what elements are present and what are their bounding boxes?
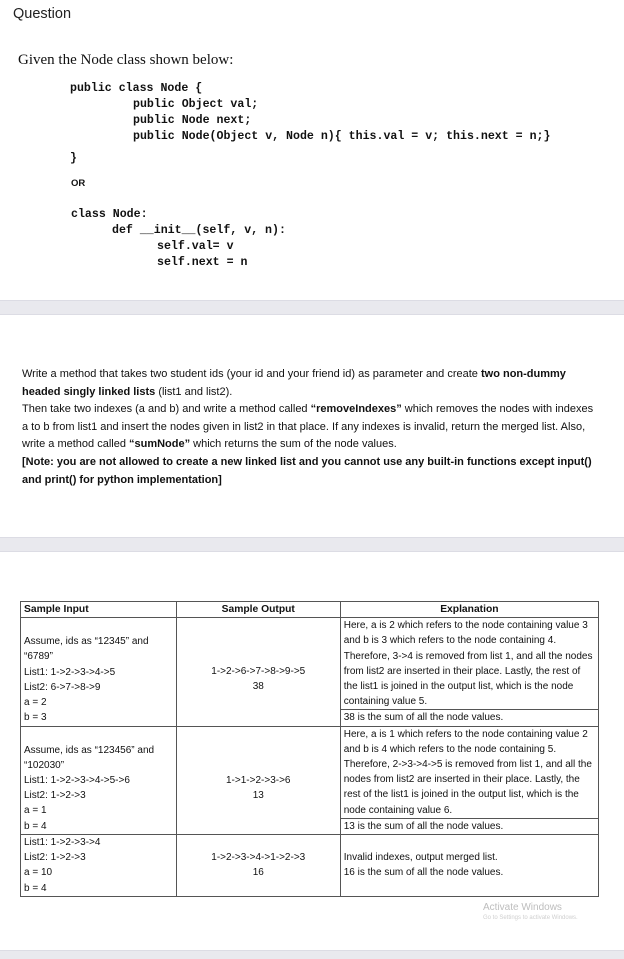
question-title: Question [13, 6, 72, 22]
python-code-line-2: def __init__(self, v, n): [112, 224, 286, 237]
explanation-text: Here, a is 1 which refers to the node containing value 2 and b is 4 which refers to the node containing 5. Therefore, 2->3->4->5 is removed from list 1, and all the nodes from list2 are inserted in their place. Lastly, the rest of the list1 is joined in the output list, which is the node containing value 6. [343, 728, 592, 816]
input-cell [21, 618, 177, 726]
input-line: List2: 6->7->8->9 [24, 681, 101, 693]
input-line: List1: 1->2->3->4 [24, 837, 101, 849]
output-line: 16 [252, 867, 264, 879]
section-separator [0, 537, 624, 552]
task-text: which returns the sum of the node values. [190, 438, 397, 451]
explanation-sum: 16 is the sum of all the node values. [343, 867, 504, 879]
input-cell [21, 835, 177, 897]
task-note [22, 454, 596, 489]
task-paragraph-1 [22, 366, 596, 401]
input-line: List1: 1->2->3->4->5 [24, 666, 116, 678]
sample-table [20, 601, 599, 897]
input-line: List1: 1->2->3->4->5->6 [24, 775, 130, 787]
explanation-sum: 13 is the sum of all the node values. [341, 818, 598, 834]
explanation-text: Here, a is 2 which refers to the node containing value 3 and b is 3 which refers to the node containing 4. Therefore, 3->4 is removed from list 1, and all the nodes from list2 are inserted in their place. Lastly, the rest of the list1 is joined in the output list, which is the node containing value 5. [343, 620, 593, 708]
explanation-text: Invalid indexes, output merged list. [343, 852, 498, 864]
input-line: b = 4 [24, 820, 47, 832]
task-text: (list1 and list2). [155, 385, 233, 398]
output-line: 1->1->2->3->6 [226, 774, 291, 786]
input-line: b = 3 [24, 712, 47, 724]
input-line: b = 4 [24, 882, 47, 894]
output-cell [176, 618, 340, 726]
table-header-row [21, 602, 599, 618]
java-code-line-3: public Node next; [133, 114, 252, 127]
output-cell [176, 726, 340, 834]
header-sample-output: Sample Output [176, 602, 340, 618]
question-header [0, 0, 624, 30]
python-code-line-1: class Node: [71, 208, 148, 221]
activate-windows-watermark: Activate Windows [483, 902, 562, 913]
task-bold-text: “sumNode” [129, 438, 191, 451]
explanation-cell [340, 835, 598, 897]
java-code-line-2: public Object val; [133, 98, 259, 111]
task-bold-text: two non-dummy headed singly linked lists [22, 368, 566, 398]
task-bold-text: “removeIndexes” [310, 403, 402, 416]
input-line: Assume, ids as “12345” and “6789” [24, 636, 149, 663]
task-text: Write a method that takes two student ids (your id and your friend id) as parameter and create [22, 368, 481, 380]
explanation-cell [340, 726, 598, 834]
input-cell [21, 726, 177, 834]
section-separator [0, 300, 624, 315]
table-row [21, 835, 599, 897]
input-line: a = 1 [24, 805, 47, 817]
input-line: List2: 1->2->3 [24, 790, 86, 802]
input-line: Assume, ids as “123456” and “102030” [24, 744, 155, 771]
intro-text: Given the Node class shown below: [18, 52, 234, 68]
header-explanation: Explanation [340, 602, 598, 618]
java-code-line-1: public class Node { [70, 82, 203, 95]
task-note-text: [Note: you are not allowed to create a new linked list and you cannot use any built-in functions except input() and print() for python implementation] [22, 455, 592, 486]
python-code-line-4: self.next = n [157, 256, 248, 269]
input-line: a = 2 [24, 697, 47, 709]
output-cell [176, 835, 340, 897]
python-code-line-3: self.val= v [157, 240, 234, 253]
explanation-cell [340, 618, 598, 726]
output-line: 1->2->6->7->8->9->5 [211, 666, 306, 678]
task-description [22, 366, 596, 489]
input-line: a = 10 [24, 867, 53, 879]
task-text: Then take two indexes (a and b) and write a method called [22, 403, 311, 416]
table-row [21, 618, 599, 726]
input-line: List2: 1->2->3 [24, 852, 86, 864]
output-line: 13 [252, 789, 264, 801]
header-sample-input: Sample Input [21, 602, 177, 618]
activate-windows-subtitle: Go to Settings to activate Windows. [483, 915, 578, 921]
task-text: which removes the nodes with indexes a to b from list1 and insert the nodes given in list2 in that place. If any indexes is invalid, return the merged list. Also, write a method called [22, 403, 594, 451]
table-row [21, 726, 599, 834]
output-line: 38 [252, 681, 264, 693]
explanation-sum: 38 is the sum of all the node values. [341, 709, 598, 725]
task-paragraph-2 [22, 401, 596, 454]
or-label: OR [71, 178, 86, 189]
java-code-line-4: public Node(Object v, Node n){ this.val = v; this.next = n;} [133, 130, 551, 143]
java-code-line-5: } [70, 152, 77, 165]
output-line: 1->2->3->4->1->2->3 [211, 852, 306, 864]
